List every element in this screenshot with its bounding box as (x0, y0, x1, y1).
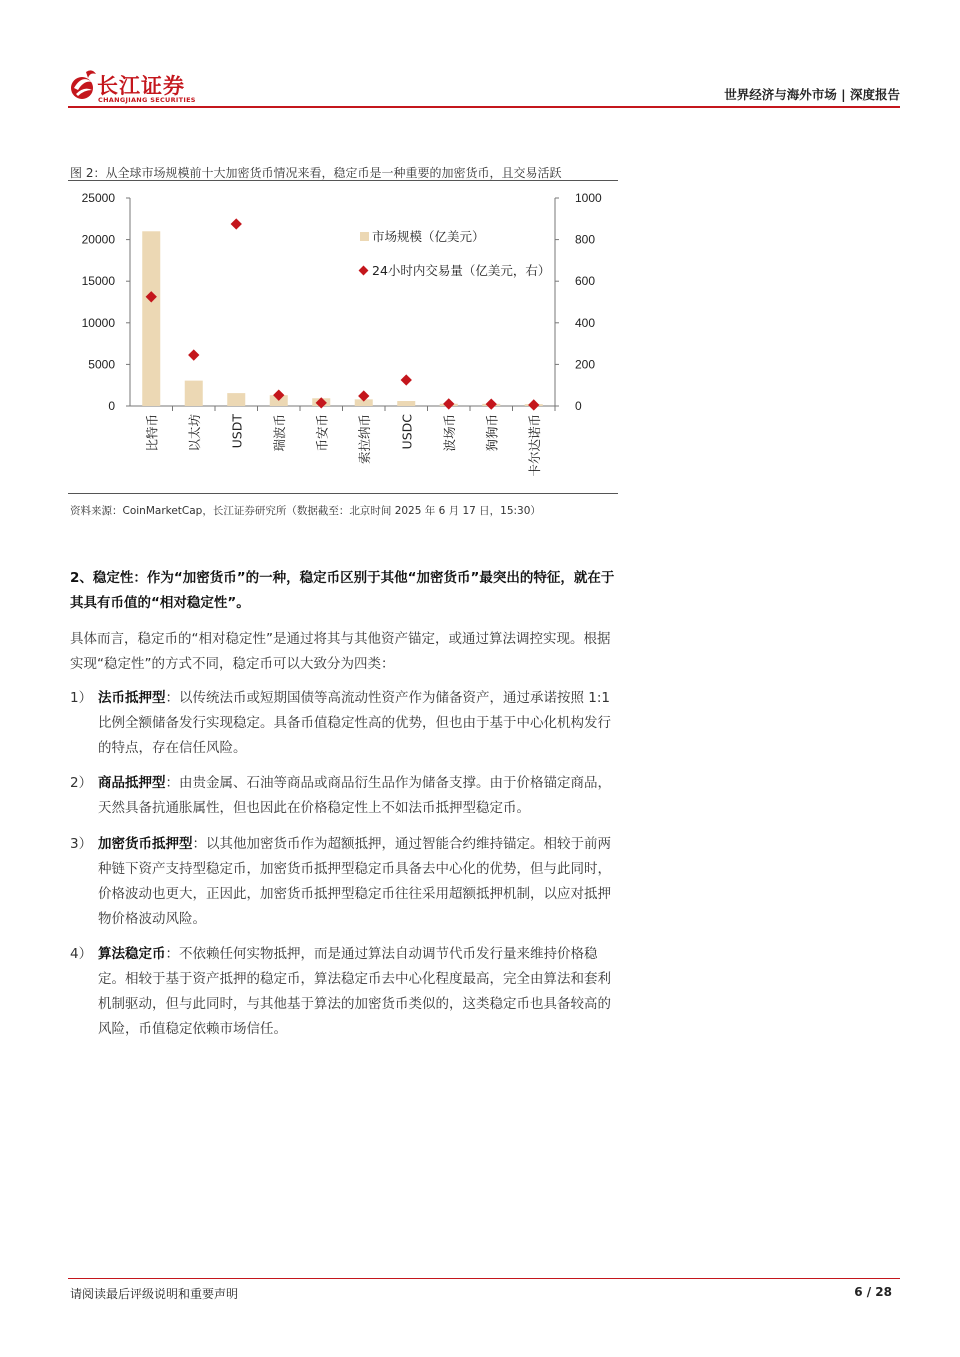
list-item (70, 832, 620, 932)
list-item-term: 算法稳定币 (98, 946, 166, 962)
y-left-tick-label: 5000 (88, 357, 115, 372)
y-left-tick-label: 25000 (81, 191, 115, 205)
section-heading: 2、稳定性：作为“加密货币”的一种，稳定币区别于其他“加密货币”最突出的特征，就在于其具有币值的“相对稳定性”。 (70, 570, 615, 611)
x-tick-label: 波场币 (441, 414, 457, 452)
y-right-tick-label: 200 (575, 357, 596, 372)
footer-disclaimer: 请阅读最后评级说明和重要声明 (70, 1287, 239, 1301)
list-item-term: 商品抵押型 (98, 775, 166, 791)
scatter-point (486, 398, 497, 409)
figure-title: 图 2：从全球市场规模前十大加密货币情况来看，稳定币是一种重要的加密货币，且交易活跃 (70, 166, 562, 180)
legend-bar-label: 市场规模（亿美元） (372, 229, 485, 244)
brand-name: 长江证券 (97, 73, 185, 98)
report-category: 世界经济与海外市场 | 深度报告 (724, 87, 900, 102)
list-item (70, 942, 620, 1042)
list-item-text: ：不依赖任何实物抵押，而是通过算法自动调节代币发行量来维持价格稳定。相较于基于资产抵押的稳定币，算法稳定币去中心化程度最高，完全由算法和套利机制驱动，但与此同时，与其他基于算法的加密货币类似的，这类稳定币也具备较高的风险，币值稳定依赖市场信任。 (98, 946, 611, 1037)
list-item-number: 1） (70, 690, 93, 706)
figure-source: 资料来源：CoinMarketCap，长江证券研究所（数据截至：北京时间 2025 年 6 月 17 日，15:30） (70, 505, 541, 517)
y-left-tick-label: 15000 (81, 274, 115, 289)
y-right-tick-label: 800 (575, 232, 596, 247)
legend-point-swatch (359, 266, 369, 276)
bar (185, 381, 203, 406)
list-item-number: 4） (70, 946, 93, 962)
x-tick-label: 比特币 (144, 414, 160, 452)
list-item-term: 法币抵押型 (98, 690, 166, 706)
y-left-tick-label: 10000 (81, 315, 115, 330)
header-divider (68, 106, 900, 108)
brand-subtitle: CHANGJIANG SECURITIES (98, 96, 196, 104)
list-item-text: ：以其他加密货币作为超额抵押，通过智能合约维持锚定。相较于前两种链下资产支持型稳定币，加密货币抵押型稳定币具备去中心化的优势，但与此同时，价格波动也更大，正因此，加密货币抵押型稳定币往往采用超额抵押机制，以应对抵押物价格波动风险。 (98, 836, 611, 927)
y-left-tick-label: 20000 (81, 232, 115, 247)
x-tick-label: 狗狗币 (484, 414, 500, 452)
x-tick-label: USDC (399, 414, 415, 450)
x-tick-label: 卡尔达诺币 (526, 414, 542, 477)
chart (60, 185, 620, 490)
scatter-point (401, 374, 412, 385)
bar (397, 401, 415, 406)
scatter-point (231, 218, 242, 229)
legend-bar-swatch (360, 232, 369, 241)
list-item-text: ：由贵金属、石油等商品或商品衍生品作为储备支撑。由于价格锚定商品，天然具备抗通胀属性，但也因此在价格稳定性上不如法币抵押型稳定币。 (98, 775, 611, 816)
list-item-text: ：以传统法币或短期国债等高流动性资产作为储备资产，通过承诺按照 1:1 比例全额储备发行实现稳定。具备币值稳定性高的优势，但也由于基于中心化机构发行的特点，存在信任风险。 (98, 690, 611, 756)
section-intro: 具体而言，稳定币的“相对稳定性”是通过将其与其他资产锚定，或通过算法调控实现。根据实现“稳定性”的方式不同，稳定币可以大致分为四类： (70, 631, 611, 672)
x-tick-label: 币安币 (314, 414, 330, 452)
list-item-number: 3） (70, 836, 93, 852)
list-item (70, 771, 620, 821)
legend-point-label: 24小时内交易量（亿美元，右） (372, 263, 551, 278)
page-number: 6 / 28 (854, 1285, 892, 1299)
scatter-point (528, 399, 539, 410)
y-right-tick-label: 600 (575, 274, 596, 289)
x-tick-label: 瑞波币 (271, 414, 287, 452)
scatter-point (188, 349, 199, 360)
list-item-term: 加密货币抵押型 (98, 836, 193, 852)
list-item-number: 2） (70, 775, 93, 791)
y-right-tick-label: 400 (575, 315, 596, 330)
x-tick-label: 索拉纳币 (356, 414, 372, 465)
y-left-tick-label: 0 (108, 399, 115, 413)
figure-top-rule (68, 180, 618, 181)
list-item (70, 686, 620, 761)
y-right-tick-label: 1000 (575, 191, 602, 205)
y-right-tick-label: 0 (575, 399, 582, 413)
x-tick-label: 以太坊 (186, 414, 202, 452)
x-tick-label: USDT (229, 414, 245, 449)
bar (227, 393, 245, 406)
footer-divider (68, 1278, 900, 1279)
scatter-point (443, 398, 454, 409)
bar (142, 231, 160, 406)
figure-bottom-rule (68, 493, 618, 494)
